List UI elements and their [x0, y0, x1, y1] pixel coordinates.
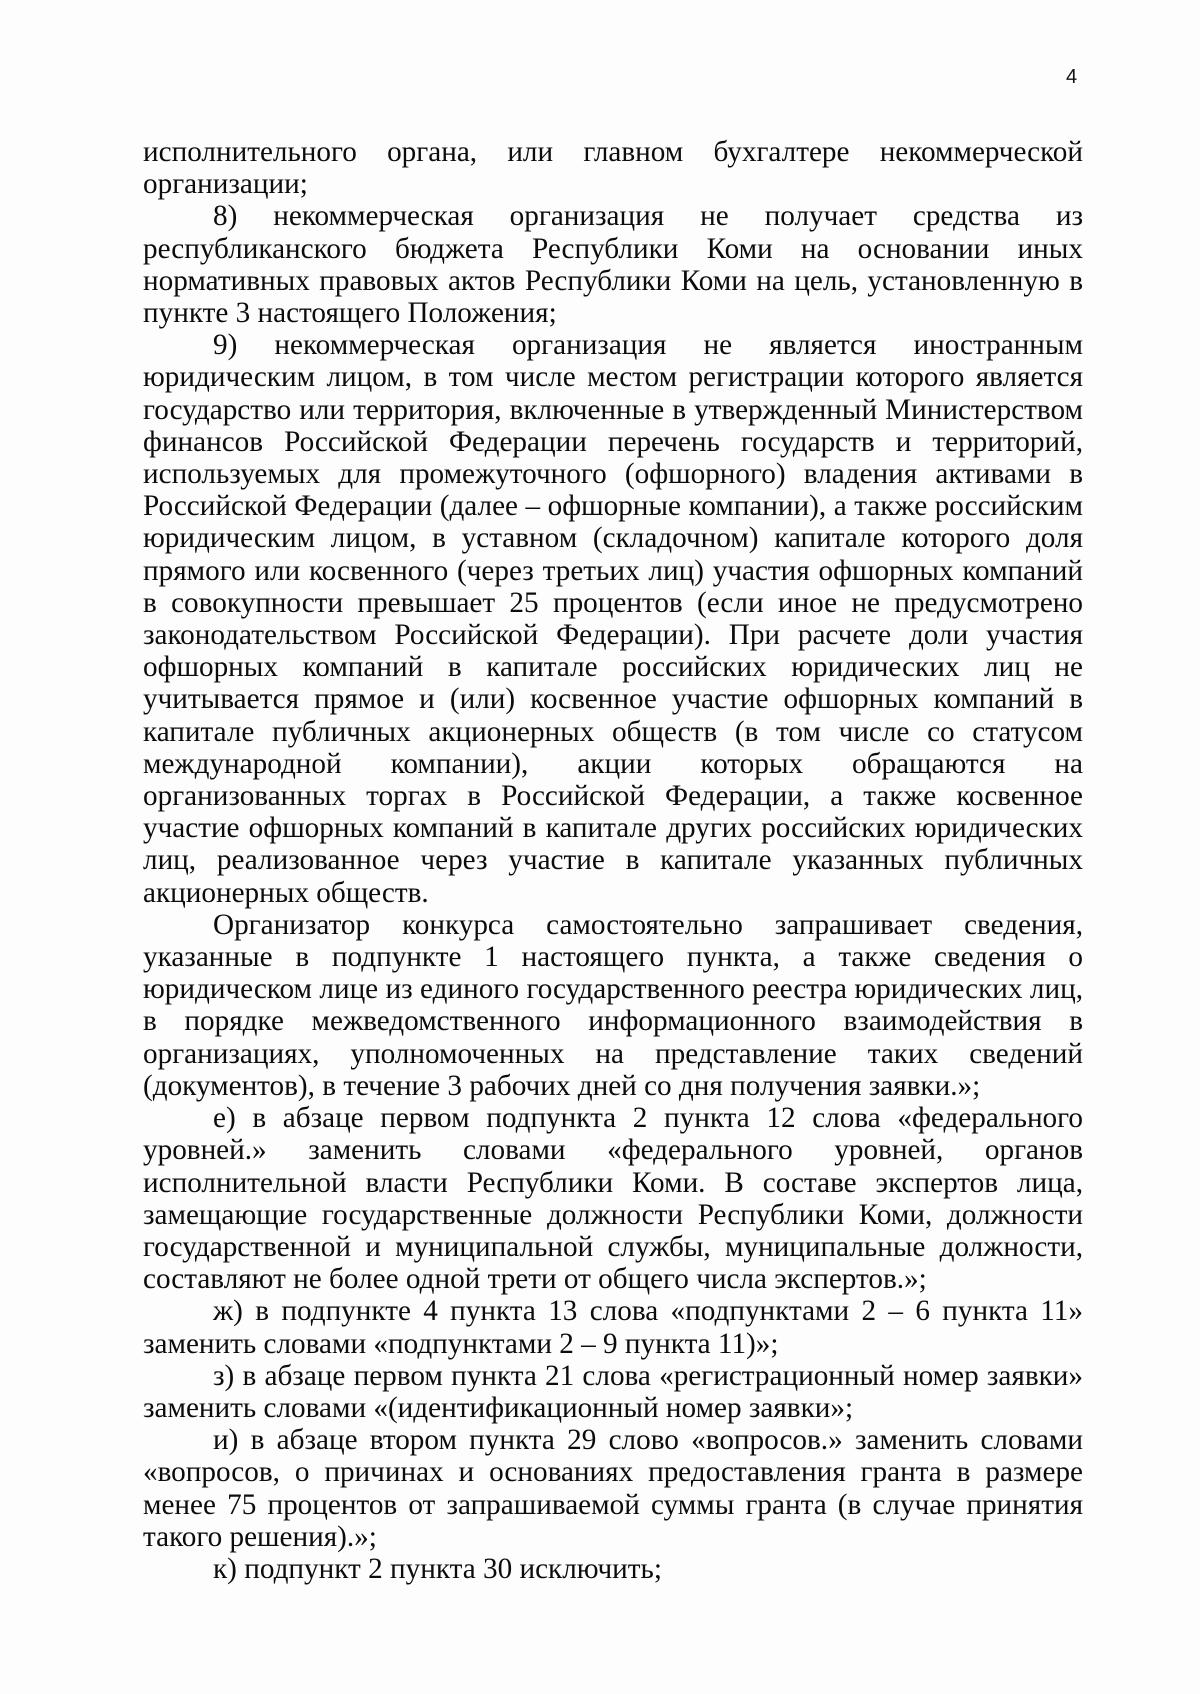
- paragraph-item-zh: ж) в подпункте 4 пункта 13 слова «подпунктами 2 – 6 пункта 11» заменить словами «подпунктами 2 – 9 пункта 11)»;: [143, 1295, 1083, 1360]
- paragraph-item-z: з) в абзаце первом пункта 21 слова «регистрационный номер заявки» заменить словами «(идентификационный номер заявки»;: [143, 1359, 1083, 1424]
- page-number: 4: [1066, 66, 1078, 88]
- paragraph-item-e: е) в абзаце первом подпункта 2 пункта 12 слова «федерального уровней.» заменить словами «федерального уровней, органов исполнительной власти Республики Коми. В составе экспертов лица, замещающие государственные должности Республики Коми, должности государственной и муниципальной службы, муниципальные должности, составляют не более одной трети от общего числа экспертов.»;: [143, 1102, 1083, 1296]
- document-body: [143, 136, 1083, 1585]
- paragraph-item-k: к) подпункт 2 пункта 30 исключить;: [213, 1552, 662, 1585]
- paragraph-item-9: 9) некоммерческая организация не является иностранным юридическим лицом, в том числе местом регистрации которого является государство или территория, включенные в утвержденный Министерством финансов Российской Федерации перечень государств и территорий, используемых для промежуточного (офшорного) владения активами в Российской Федерации (далее – офшорные компании), а также российским юридическим лицом, в уставном (складочном) капитале которого доля прямого или косвенного (через третьих лиц) участия офшорных компаний в совокупности превышает 25 процентов (если иное не предусмотрено законодательством Российской Федерации). При расчете доли участия офшорных компаний в капитале российских юридических лиц не учитывается прямое и (или) косвенное участие офшорных компаний в капитале публичных акционерных обществ (в том числе со статусом международной компании), акции которых обращаются на организованных торгах в Российской Федерации, а также косвенное участие офшорных компаний в капитале других российских юридических лиц, реализованное через участие в капитале указанных публичных акционерных обществ.: [143, 329, 1083, 909]
- paragraph-item-8: 8) некоммерческая организация не получает средства из республиканского бюджета Республики Коми на основании иных нормативных правовых актов Республики Коми на цель, установленную в пункте 3 настоящего Положения;: [143, 200, 1083, 330]
- paragraph-organizer: Организатор конкурса самостоятельно запрашивает сведения, указанные в подпункте 1 настоящего пункта, а также сведения о юридическом лице из единого государственного реестра юридических лиц, в порядке межведомственного информационного взаимодействия в организациях, уполномоченных на представление таких сведений (документов), в течение 3 рабочих дней со дня получения заявки.»;: [143, 908, 1083, 1102]
- paragraph-item-i: и) в абзаце втором пункта 29 слово «вопросов.» заменить словами «вопросов, о причинах и основаниях предоставления гранта в размере менее 75 процентов от запрашиваемой суммы гранта (в случае принятия такого решения).»;: [143, 1424, 1083, 1553]
- paragraph-1: исполнительного органа, или главном бухгалтере некоммерческой организации;: [143, 136, 1083, 201]
